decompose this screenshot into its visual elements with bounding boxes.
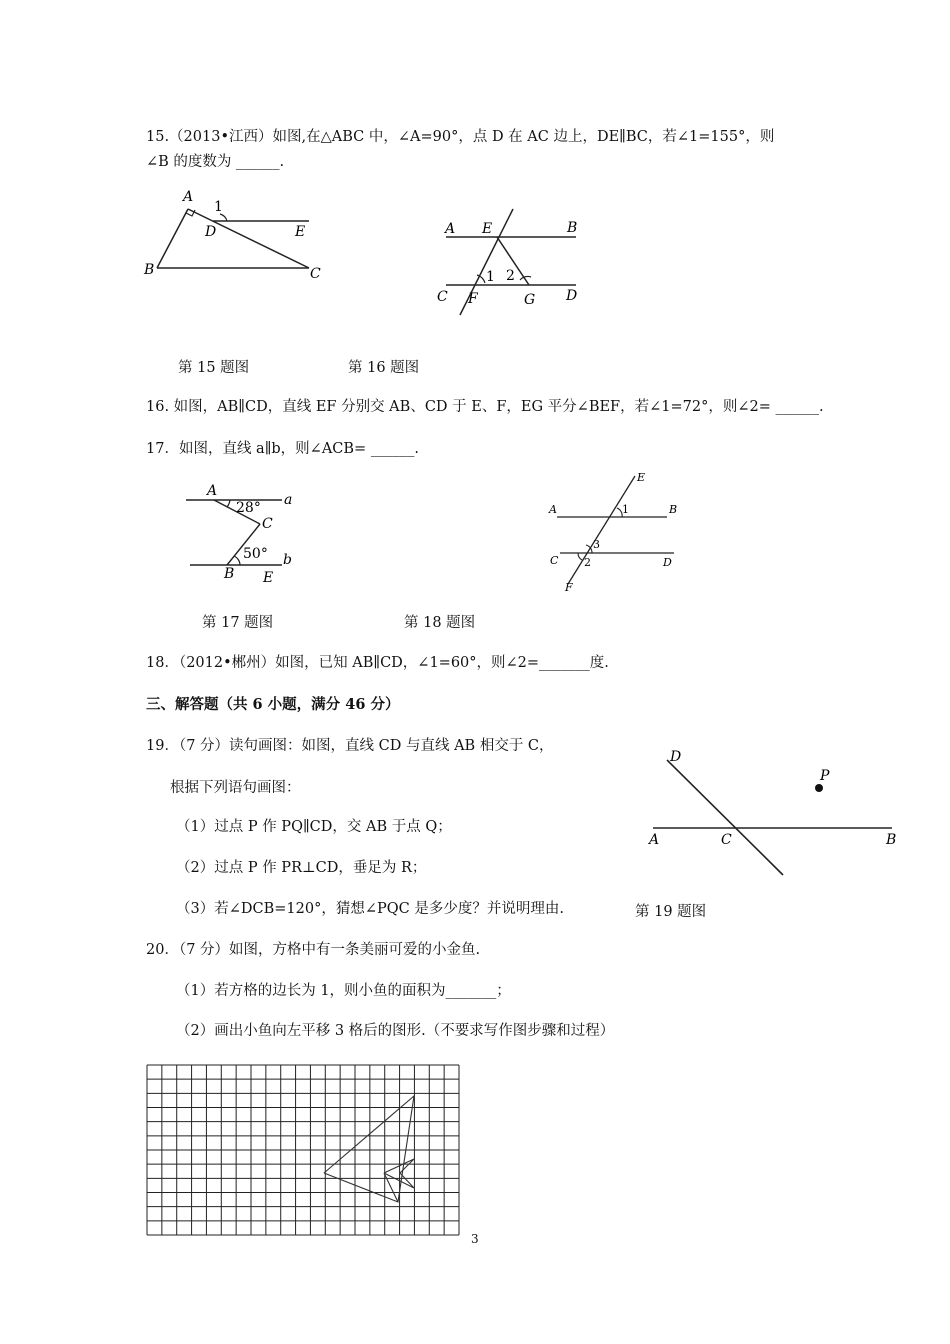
fig18-label-d: D — [663, 556, 672, 569]
q19-item1: （1）过点 P 作 PQ∥CD，交 AB 于点 Q； — [176, 819, 452, 835]
caption-17: 第 17 题图 — [202, 615, 274, 631]
fig16-label-g: G — [524, 292, 536, 308]
q19-item3: （3）若∠DCB=120°，猜想∠PQC 是多少度？并说明理由. — [176, 901, 564, 917]
fig16-label-a: A — [445, 221, 456, 237]
figure-20-grid — [146, 1064, 460, 1236]
q19-stem: 19．（7 分）读句画图：如图，直线 CD 与直线 AB 相交于 C， — [146, 738, 554, 754]
fig16-label-f: F — [468, 291, 478, 307]
q20-stem: 20．（7 分）如图，方格中有一条美丽可爱的小金鱼. — [146, 942, 481, 958]
fig15-label-e: E — [295, 224, 306, 240]
fig18-label-b: B — [669, 503, 678, 516]
caption-16: 第 16 题图 — [348, 360, 420, 376]
page-number: 3 — [471, 1232, 479, 1246]
q18-text: 18．（2012•郴州）如图，已知 AB∥CD，∠1=60°，则∠2=_______度. — [146, 655, 609, 671]
fig18-label-1: 1 — [622, 503, 629, 516]
fig16-label-2: 2 — [506, 268, 515, 284]
fig18-label-f: F — [565, 581, 573, 594]
fig16-label-1: 1 — [486, 269, 495, 285]
fig15-label-1: 1 — [214, 199, 223, 215]
fig16-label-e: E — [482, 221, 493, 237]
fig18-label-2: 2 — [584, 556, 591, 569]
q19-line2: 根据下列语句画图： — [170, 780, 301, 796]
fig19-label-p: P — [820, 768, 830, 784]
fig17-label-28deg: 28° — [236, 500, 261, 516]
fig18-label-a: A — [549, 503, 557, 516]
q16-text: 16. 如图，AB∥CD，直线 EF 分别交 AB、CD 于 E、F，EG 平分∠BEF，若∠1=72°，则∠2= ______. — [146, 399, 824, 415]
fig19-label-c: C — [721, 832, 732, 848]
fig19-line-cd — [667, 760, 783, 875]
fig15-label-d: D — [205, 224, 217, 240]
fig19-label-a: A — [649, 832, 660, 848]
q15-line1: 15.（2013•江西）如图,在△ABC 中，∠A=90°，点 D 在 AC 边上，DE∥BC，若∠1=155°，则 — [146, 129, 775, 145]
fig17-label-line-b: b — [283, 552, 292, 568]
fig18-label-3: 3 — [593, 538, 600, 551]
fig16-label-d: D — [566, 288, 578, 304]
fig16-label-c: C — [437, 289, 448, 305]
fig19-point-p — [815, 784, 823, 792]
fig17-label-a: A — [207, 483, 218, 499]
caption-18: 第 18 题图 — [404, 615, 476, 631]
fish-figure — [324, 1096, 414, 1202]
q20-item1: （1）若方格的边长为 1，则小鱼的面积为_______； — [176, 983, 511, 999]
fig18-label-e: E — [637, 471, 646, 484]
caption-15: 第 15 题图 — [178, 360, 250, 376]
q20-item2: （2）画出小鱼向左平移 3 格后的图形.（不要求写作图步骤和过程） — [176, 1023, 615, 1039]
q17-text: 17．如图，直线 a∥b，则∠ACB= ______. — [146, 441, 419, 457]
fig18-label-c: C — [550, 554, 559, 567]
caption-19: 第 19 题图 — [635, 904, 707, 920]
fig17-label-b: B — [224, 566, 235, 582]
fig15-label-a: A — [183, 189, 194, 205]
q19-item2: （2）过点 P 作 PR⊥CD，垂足为 R； — [176, 860, 427, 876]
fig19-label-b: B — [886, 832, 897, 848]
fig17-label-c: C — [262, 516, 273, 532]
fig15-label-c: C — [310, 266, 321, 282]
fig17-label-line-a: a — [284, 492, 293, 508]
fish-body — [324, 1096, 414, 1202]
fish-tail — [384, 1159, 414, 1188]
fig15-label-b: B — [144, 262, 155, 278]
fig17-label-50deg: 50° — [243, 546, 268, 562]
fig19-label-d: D — [670, 749, 682, 765]
grid-lines — [147, 1065, 459, 1235]
q15-line2: ∠B 的度数为 ______. — [146, 154, 285, 170]
fig16-label-b: B — [567, 220, 578, 236]
section-3-heading: 三、解答题（共 6 小题，满分 46 分） — [146, 696, 400, 713]
fig17-label-e: E — [263, 570, 274, 586]
